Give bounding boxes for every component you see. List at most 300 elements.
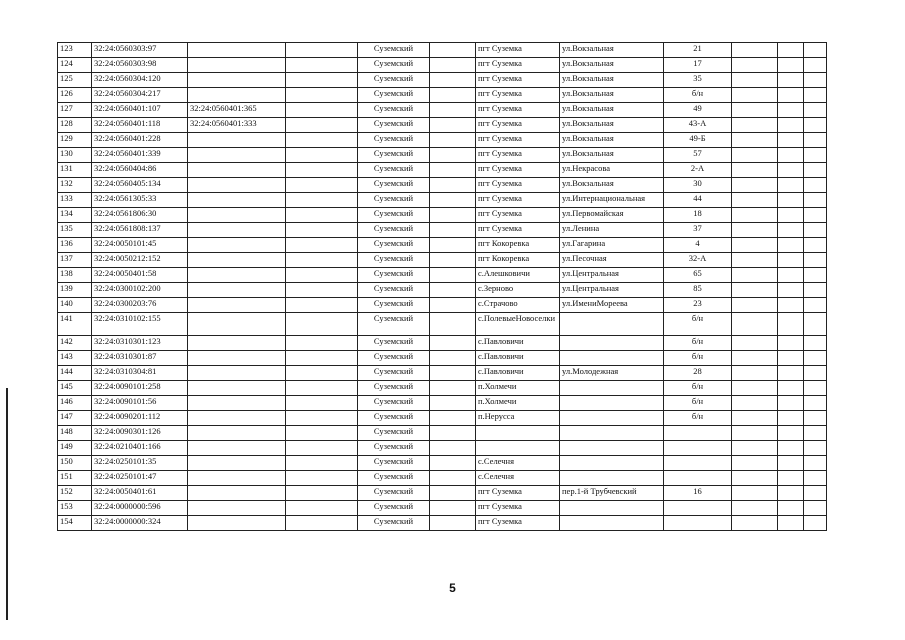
table-row: [58, 516, 827, 531]
row-number-cell: 130: [58, 148, 92, 163]
related-cadastral-number-cell: [188, 298, 286, 313]
cadastral-number-cell: 32:24:0050212:152: [92, 253, 188, 268]
blank-cell: [286, 178, 358, 193]
table-row: [58, 283, 827, 298]
locality-cell: с.Павловичи: [476, 336, 560, 351]
cadastral-number-cell: 32:24:0561806:30: [92, 208, 188, 223]
district-cell: Суземский: [358, 253, 430, 268]
table-row: [58, 426, 827, 441]
blank-cell: [778, 133, 804, 148]
blank-cell: [732, 313, 778, 336]
district-cell: Суземский: [358, 366, 430, 381]
street-cell: [560, 456, 664, 471]
row-number-cell: 137: [58, 253, 92, 268]
blank-cell: [804, 163, 827, 178]
house-number-cell: 43-А: [664, 118, 732, 133]
row-number-cell: 123: [58, 43, 92, 58]
blank-cell: [804, 441, 827, 456]
cadastral-number-cell: 32:24:0560404:86: [92, 163, 188, 178]
blank-cell: [778, 73, 804, 88]
street-cell: ул.Вокзальная: [560, 73, 664, 88]
blank-cell: [430, 486, 476, 501]
table-row: [58, 471, 827, 486]
row-number-cell: 135: [58, 223, 92, 238]
locality-cell: пгт Суземка: [476, 486, 560, 501]
district-cell: Суземский: [358, 43, 430, 58]
row-number-cell: 139: [58, 283, 92, 298]
district-cell: Суземский: [358, 381, 430, 396]
related-cadastral-number-cell: [188, 471, 286, 486]
cadastral-number-cell: 32:24:0050101:45: [92, 238, 188, 253]
blank-cell: [732, 471, 778, 486]
blank-cell: [804, 103, 827, 118]
cadastral-number-cell: 32:24:0310304:81: [92, 366, 188, 381]
street-cell: [560, 471, 664, 486]
locality-cell: пгт Суземка: [476, 178, 560, 193]
blank-cell: [778, 486, 804, 501]
district-cell: Суземский: [358, 516, 430, 531]
row-number-cell: 151: [58, 471, 92, 486]
locality-cell: с.Селечня: [476, 456, 560, 471]
table-row: [58, 208, 827, 223]
blank-cell: [804, 471, 827, 486]
related-cadastral-number-cell: [188, 426, 286, 441]
blank-cell: [286, 58, 358, 73]
table-row: [58, 133, 827, 148]
blank-cell: [286, 486, 358, 501]
related-cadastral-number-cell: [188, 283, 286, 298]
locality-cell: пгт Суземка: [476, 88, 560, 103]
blank-cell: [778, 253, 804, 268]
table-row: [58, 456, 827, 471]
street-cell: [560, 426, 664, 441]
district-cell: Суземский: [358, 426, 430, 441]
blank-cell: [286, 298, 358, 313]
blank-cell: [286, 223, 358, 238]
blank-cell: [778, 366, 804, 381]
house-number-cell: 35: [664, 73, 732, 88]
table-row: [58, 73, 827, 88]
blank-cell: [732, 148, 778, 163]
related-cadastral-number-cell: [188, 441, 286, 456]
blank-cell: [778, 58, 804, 73]
blank-cell: [778, 298, 804, 313]
table-row: [58, 298, 827, 313]
street-cell: [560, 441, 664, 456]
blank-cell: [732, 133, 778, 148]
table-row: [58, 336, 827, 351]
related-cadastral-number-cell: 32:24:0560401:365: [188, 103, 286, 118]
cadastral-number-cell: 32:24:0050401:61: [92, 486, 188, 501]
row-number-cell: 146: [58, 396, 92, 411]
related-cadastral-number-cell: [188, 208, 286, 223]
blank-cell: [430, 471, 476, 486]
blank-cell: [286, 103, 358, 118]
house-number-cell: 28: [664, 366, 732, 381]
table-row: [58, 396, 827, 411]
row-number-cell: 136: [58, 238, 92, 253]
table-row: [58, 43, 827, 58]
table-row: [58, 366, 827, 381]
cadastral-number-cell: 32:24:0560401:107: [92, 103, 188, 118]
blank-cell: [732, 103, 778, 118]
related-cadastral-number-cell: [188, 351, 286, 366]
row-number-cell: 126: [58, 88, 92, 103]
row-number-cell: 138: [58, 268, 92, 283]
blank-cell: [430, 133, 476, 148]
blank-cell: [732, 178, 778, 193]
house-number-cell: [664, 471, 732, 486]
locality-cell: пгт Суземка: [476, 103, 560, 118]
street-cell: ул.Вокзальная: [560, 148, 664, 163]
house-number-cell: 2-А: [664, 163, 732, 178]
table-row: [58, 238, 827, 253]
blank-cell: [286, 336, 358, 351]
blank-cell: [286, 441, 358, 456]
cadastral-number-cell: 32:24:0090201:112: [92, 411, 188, 426]
cadastral-number-cell: 32:24:0000000:324: [92, 516, 188, 531]
street-cell: [560, 351, 664, 366]
row-number-cell: 131: [58, 163, 92, 178]
blank-cell: [430, 426, 476, 441]
row-number-cell: 150: [58, 456, 92, 471]
blank-cell: [732, 163, 778, 178]
blank-cell: [430, 456, 476, 471]
blank-cell: [804, 516, 827, 531]
blank-cell: [732, 456, 778, 471]
blank-cell: [286, 411, 358, 426]
house-number-cell: 57: [664, 148, 732, 163]
district-cell: Суземский: [358, 411, 430, 426]
blank-cell: [286, 193, 358, 208]
blank-cell: [732, 118, 778, 133]
blank-cell: [804, 501, 827, 516]
blank-cell: [804, 336, 827, 351]
locality-cell: с.Селечня: [476, 471, 560, 486]
blank-cell: [430, 336, 476, 351]
blank-cell: [804, 253, 827, 268]
cadastral-number-cell: 32:24:0560303:98: [92, 58, 188, 73]
blank-cell: [804, 238, 827, 253]
blank-cell: [778, 313, 804, 336]
blank-cell: [430, 238, 476, 253]
blank-cell: [430, 208, 476, 223]
row-number-cell: 147: [58, 411, 92, 426]
district-cell: Суземский: [358, 148, 430, 163]
street-cell: [560, 411, 664, 426]
row-number-cell: 145: [58, 381, 92, 396]
row-number-cell: 144: [58, 366, 92, 381]
related-cadastral-number-cell: [188, 223, 286, 238]
house-number-cell: б/н: [664, 313, 732, 336]
district-cell: Суземский: [358, 471, 430, 486]
blank-cell: [778, 351, 804, 366]
street-cell: ул.Вокзальная: [560, 118, 664, 133]
locality-cell: п.Нерусса: [476, 411, 560, 426]
blank-cell: [804, 411, 827, 426]
row-number-cell: 153: [58, 501, 92, 516]
row-number-cell: 124: [58, 58, 92, 73]
blank-cell: [778, 118, 804, 133]
row-number-cell: 149: [58, 441, 92, 456]
cadastral-number-cell: 32:24:0560405:134: [92, 178, 188, 193]
street-cell: ул.Песочная: [560, 253, 664, 268]
blank-cell: [732, 501, 778, 516]
blank-cell: [732, 193, 778, 208]
house-number-cell: 49: [664, 103, 732, 118]
table-row: [58, 268, 827, 283]
table-row: [58, 501, 827, 516]
street-cell: ул.Вокзальная: [560, 43, 664, 58]
related-cadastral-number-cell: [188, 238, 286, 253]
row-number-cell: 132: [58, 178, 92, 193]
related-cadastral-number-cell: [188, 253, 286, 268]
table-body: [58, 43, 827, 531]
blank-cell: [778, 178, 804, 193]
cadastral-number-cell: 32:24:0000000:596: [92, 501, 188, 516]
blank-cell: [286, 283, 358, 298]
blank-cell: [732, 268, 778, 283]
district-cell: Суземский: [358, 396, 430, 411]
cadastral-number-cell: 32:24:0560304:120: [92, 73, 188, 88]
house-number-cell: 23: [664, 298, 732, 313]
blank-cell: [804, 486, 827, 501]
house-number-cell: б/н: [664, 351, 732, 366]
blank-cell: [430, 441, 476, 456]
blank-cell: [732, 411, 778, 426]
district-cell: Суземский: [358, 118, 430, 133]
blank-cell: [286, 163, 358, 178]
table-row: [58, 163, 827, 178]
locality-cell: пгт Суземка: [476, 223, 560, 238]
blank-cell: [286, 118, 358, 133]
related-cadastral-number-cell: [188, 366, 286, 381]
blank-cell: [430, 253, 476, 268]
street-cell: ул.Центральная: [560, 283, 664, 298]
table-row: [58, 58, 827, 73]
blank-cell: [732, 223, 778, 238]
blank-cell: [804, 366, 827, 381]
blank-cell: [430, 396, 476, 411]
blank-cell: [430, 516, 476, 531]
row-number-cell: 154: [58, 516, 92, 531]
blank-cell: [430, 381, 476, 396]
row-number-cell: 127: [58, 103, 92, 118]
blank-cell: [430, 283, 476, 298]
house-number-cell: б/н: [664, 411, 732, 426]
related-cadastral-number-cell: [188, 268, 286, 283]
blank-cell: [732, 88, 778, 103]
street-cell: ул.Вокзальная: [560, 58, 664, 73]
blank-cell: [732, 58, 778, 73]
cadastral-number-cell: 32:24:0050401:58: [92, 268, 188, 283]
table-row: [58, 486, 827, 501]
blank-cell: [286, 253, 358, 268]
district-cell: Суземский: [358, 313, 430, 336]
related-cadastral-number-cell: [188, 73, 286, 88]
blank-cell: [732, 253, 778, 268]
blank-cell: [286, 516, 358, 531]
blank-cell: [286, 366, 358, 381]
blank-cell: [804, 118, 827, 133]
cadastral-number-cell: 32:24:0560303:97: [92, 43, 188, 58]
blank-cell: [804, 396, 827, 411]
blank-cell: [778, 148, 804, 163]
house-number-cell: 65: [664, 268, 732, 283]
blank-cell: [732, 441, 778, 456]
cadastral-number-cell: 32:24:0300102:200: [92, 283, 188, 298]
blank-cell: [430, 411, 476, 426]
blank-cell: [778, 223, 804, 238]
district-cell: Суземский: [358, 238, 430, 253]
street-cell: ул.Вокзальная: [560, 103, 664, 118]
street-cell: [560, 501, 664, 516]
cadastral-number-cell: 32:24:0210401:166: [92, 441, 188, 456]
locality-cell: пгт Суземка: [476, 43, 560, 58]
locality-cell: пгт Суземка: [476, 73, 560, 88]
blank-cell: [732, 283, 778, 298]
table-row: [58, 223, 827, 238]
cadastral-number-cell: 32:24:0090301:126: [92, 426, 188, 441]
district-cell: Суземский: [358, 193, 430, 208]
blank-cell: [732, 486, 778, 501]
street-cell: ул.Некрасова: [560, 163, 664, 178]
cadastral-number-cell: 32:24:0561808:137: [92, 223, 188, 238]
street-cell: [560, 516, 664, 531]
blank-cell: [778, 43, 804, 58]
locality-cell: пгт Суземка: [476, 163, 560, 178]
locality-cell: с.ПолевыеНовоселки: [476, 313, 560, 336]
related-cadastral-number-cell: [188, 456, 286, 471]
related-cadastral-number-cell: [188, 411, 286, 426]
street-cell: ул.Интернациональная: [560, 193, 664, 208]
blank-cell: [778, 411, 804, 426]
blank-cell: [286, 148, 358, 163]
locality-cell: пгт Суземка: [476, 148, 560, 163]
house-number-cell: [664, 426, 732, 441]
blank-cell: [430, 58, 476, 73]
blank-cell: [804, 193, 827, 208]
street-cell: [560, 381, 664, 396]
row-number-cell: 134: [58, 208, 92, 223]
district-cell: Суземский: [358, 133, 430, 148]
blank-cell: [430, 88, 476, 103]
blank-cell: [778, 426, 804, 441]
blank-cell: [732, 366, 778, 381]
related-cadastral-number-cell: [188, 381, 286, 396]
house-number-cell: б/н: [664, 88, 732, 103]
district-cell: Суземский: [358, 208, 430, 223]
related-cadastral-number-cell: [188, 148, 286, 163]
district-cell: Суземский: [358, 486, 430, 501]
street-cell: ул.ИмениМореева: [560, 298, 664, 313]
blank-cell: [804, 133, 827, 148]
row-number-cell: 141: [58, 313, 92, 336]
street-cell: ул.Ленина: [560, 223, 664, 238]
blank-cell: [804, 456, 827, 471]
district-cell: Суземский: [358, 103, 430, 118]
locality-cell: п.Холмечи: [476, 381, 560, 396]
district-cell: Суземский: [358, 223, 430, 238]
house-number-cell: 17: [664, 58, 732, 73]
house-number-cell: [664, 516, 732, 531]
cadastral-number-cell: 32:24:0560401:339: [92, 148, 188, 163]
blank-cell: [430, 193, 476, 208]
district-cell: Суземский: [358, 283, 430, 298]
related-cadastral-number-cell: [188, 336, 286, 351]
blank-cell: [430, 366, 476, 381]
blank-cell: [778, 336, 804, 351]
blank-cell: [778, 396, 804, 411]
table-row: [58, 148, 827, 163]
locality-cell: [476, 441, 560, 456]
district-cell: Суземский: [358, 298, 430, 313]
blank-cell: [286, 313, 358, 336]
house-number-cell: 18: [664, 208, 732, 223]
blank-cell: [778, 471, 804, 486]
table-row: [58, 118, 827, 133]
blank-cell: [804, 43, 827, 58]
locality-cell: пгт Суземка: [476, 58, 560, 73]
district-cell: Суземский: [358, 58, 430, 73]
blank-cell: [430, 148, 476, 163]
street-cell: ул.Первомайская: [560, 208, 664, 223]
locality-cell: с.Павловичи: [476, 366, 560, 381]
locality-cell: пгт Суземка: [476, 501, 560, 516]
house-number-cell: б/н: [664, 396, 732, 411]
table-row: [58, 178, 827, 193]
related-cadastral-number-cell: [188, 313, 286, 336]
blank-cell: [430, 351, 476, 366]
blank-cell: [804, 88, 827, 103]
blank-cell: [778, 283, 804, 298]
blank-cell: [804, 268, 827, 283]
blank-cell: [778, 193, 804, 208]
blank-cell: [286, 471, 358, 486]
blank-cell: [732, 73, 778, 88]
blank-cell: [778, 88, 804, 103]
blank-cell: [732, 351, 778, 366]
cadastral-number-cell: 32:24:0310301:87: [92, 351, 188, 366]
house-number-cell: 37: [664, 223, 732, 238]
related-cadastral-number-cell: [188, 178, 286, 193]
blank-cell: [286, 208, 358, 223]
blank-cell: [804, 426, 827, 441]
related-cadastral-number-cell: [188, 501, 286, 516]
blank-cell: [430, 268, 476, 283]
blank-cell: [286, 501, 358, 516]
blank-cell: [286, 238, 358, 253]
row-number-cell: 152: [58, 486, 92, 501]
blank-cell: [430, 178, 476, 193]
row-number-cell: 142: [58, 336, 92, 351]
table-row: [58, 441, 827, 456]
related-cadastral-number-cell: [188, 163, 286, 178]
street-cell: ул.Вокзальная: [560, 178, 664, 193]
blank-cell: [804, 73, 827, 88]
locality-cell: пгт Суземка: [476, 208, 560, 223]
row-number-cell: 129: [58, 133, 92, 148]
street-cell: ул.Центральная: [560, 268, 664, 283]
related-cadastral-number-cell: [188, 43, 286, 58]
blank-cell: [804, 298, 827, 313]
cadastral-number-cell: 32:24:0090101:258: [92, 381, 188, 396]
locality-cell: пгт Суземка: [476, 133, 560, 148]
house-number-cell: [664, 456, 732, 471]
house-number-cell: б/н: [664, 381, 732, 396]
street-cell: ул.Вокзальная: [560, 133, 664, 148]
row-number-cell: 128: [58, 118, 92, 133]
